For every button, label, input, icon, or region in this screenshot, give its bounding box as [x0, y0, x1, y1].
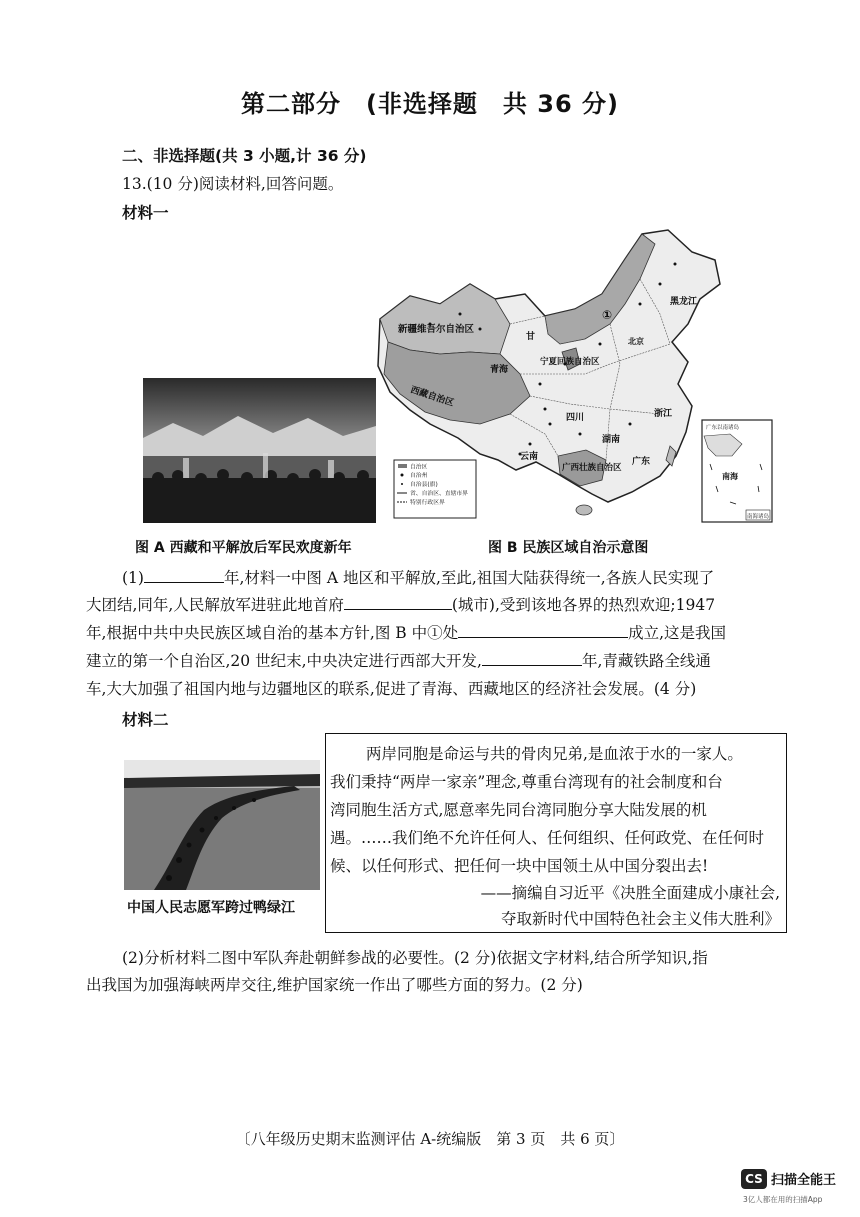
material-2-label: 材料二 [122, 711, 169, 729]
map-label-circle-1: ① [602, 308, 613, 322]
map-label-hunan: 湖南 [602, 435, 621, 445]
scanner-tagline: 3亿人都在用的扫描App [743, 1195, 823, 1204]
quote-line-1: 两岸同胞是命运与共的骨肉兄弟,是血浓于水的一家人。 [366, 745, 743, 763]
figure-b-caption: 图 B 民族区域自治示意图 [488, 540, 649, 556]
photo-volunteers-crossing-yalu [124, 760, 320, 890]
map-label-zhejiang: 浙江 [654, 409, 673, 419]
question-13-header: 13.(10 分)阅读材料,回答问题。 [122, 175, 344, 193]
question-1-line-3: 年,根据中共中央民族区域自治的基本方针,图 B 中①处 成立,这是我国 [86, 624, 727, 642]
page-footer: 〔八年级历史期末监测评估 A-统编版 第 3 页 共 6 页〕 [235, 1130, 625, 1148]
map-label-ningxia: 宁夏回族自治区 [540, 357, 600, 367]
quote-line-4: 遇。……我们绝不允许任何人、任何组织、任何政党、在任何时 [330, 829, 765, 847]
svg-text:特别行政区界: 特别行政区界 [410, 500, 445, 506]
scanner-logo-icon: CS [741, 1169, 767, 1189]
quote-line-5: 候、以任何形式、把任何一块中国领土从中国分裂出去! [330, 857, 709, 875]
material-1-label: 材料一 [122, 204, 169, 222]
svg-text:南海诸岛: 南海诸岛 [747, 514, 770, 520]
map-label-tibet: 西藏自治区 [409, 385, 455, 409]
question-1-line-2: 大团结,同年,人民解放军进驻此地首府 (城市),受到该地各界的热烈欢迎;1947 [86, 596, 716, 614]
section-title: 第二部分 (非选择题 共 36 分) [240, 90, 620, 118]
svg-text:自治区: 自治区 [410, 464, 428, 471]
svg-text:南海: 南海 [722, 472, 738, 481]
answer-blank-4[interactable] [482, 651, 582, 666]
quote-line-3: 湾同胞生活方式,愿意率先同台湾同胞分享大陆发展的机 [330, 801, 707, 819]
quote-box [325, 733, 787, 933]
map-label-guangdong: 广东 [632, 457, 651, 467]
question-2-line-1: (2)分析材料二图中军队奔赴朝鲜参战的必要性。(2 分)依据文字材料,结合所学知识,指 [122, 949, 708, 967]
question-1-line-5: 车,大大加强了祖国内地与边疆地区的联系,促进了青海、西藏地区的经济社会发展。(4 分) [86, 680, 697, 698]
map-label-xinjiang: 新疆维吾尔自治区 [398, 324, 475, 335]
map-label-qinghai: 青海 [490, 365, 509, 375]
question-2-line-2: 出我国为加强海峡两岸交往,维护国家统一作出了哪些方面的努力。(2 分) [86, 976, 583, 994]
map-legend [394, 460, 476, 518]
svg-text:自治县(旗): 自治县(旗) [410, 482, 438, 488]
map-inset-south-sea [702, 420, 772, 522]
quote-line-2: 我们秉持“两岸一家亲”理念,尊重台湾现有的社会制度和台 [330, 773, 723, 791]
svg-text:省、自治区、直辖市界: 省、自治区、直辖市界 [410, 491, 468, 497]
quote-source-1: ——摘编自习近平《决胜全面建成小康社会, [480, 884, 780, 902]
svg-text:自治州: 自治州 [410, 473, 428, 479]
answer-blank-1[interactable] [144, 568, 224, 583]
quote-source-2: 夺取新时代中国特色社会主义伟大胜利》 [500, 910, 780, 928]
map-label-gansu: 甘 [526, 332, 536, 342]
section-heading: 二、非选择题(共 3 小题,计 36 分) [122, 147, 367, 165]
answer-blank-3[interactable] [458, 623, 628, 638]
map-ethnic-autonomy [370, 224, 775, 524]
map-label-guangxi: 广西壮族自治区 [562, 463, 622, 473]
figure-a-caption: 图 A 西藏和平解放后军民欢度新年 [135, 540, 352, 556]
question-1-line-1: (1) 年,材料一中图 A 地区和平解放,至此,祖国大陆获得统一,各族人民实现了 [122, 569, 715, 587]
photo-tibet-celebration [143, 378, 376, 523]
answer-blank-2[interactable] [344, 595, 452, 610]
scanner-app-name: 扫描全能王 [771, 1173, 837, 1188]
photo-2-caption: 中国人民志愿军跨过鸭绿江 [127, 900, 295, 916]
map-label-beijing: 北京 [628, 337, 644, 346]
map-label-yunnan: 云南 [520, 452, 539, 462]
svg-text:广东以南诸岛: 广东以南诸岛 [706, 425, 740, 431]
map-label-sichuan: 四川 [566, 413, 585, 423]
map-label-heilongjiang: 黑龙江 [670, 297, 698, 307]
question-1-line-4: 建立的第一个自治区,20 世纪末,中央决定进行西部大开发, 年,青藏铁路全线通 [86, 652, 711, 670]
